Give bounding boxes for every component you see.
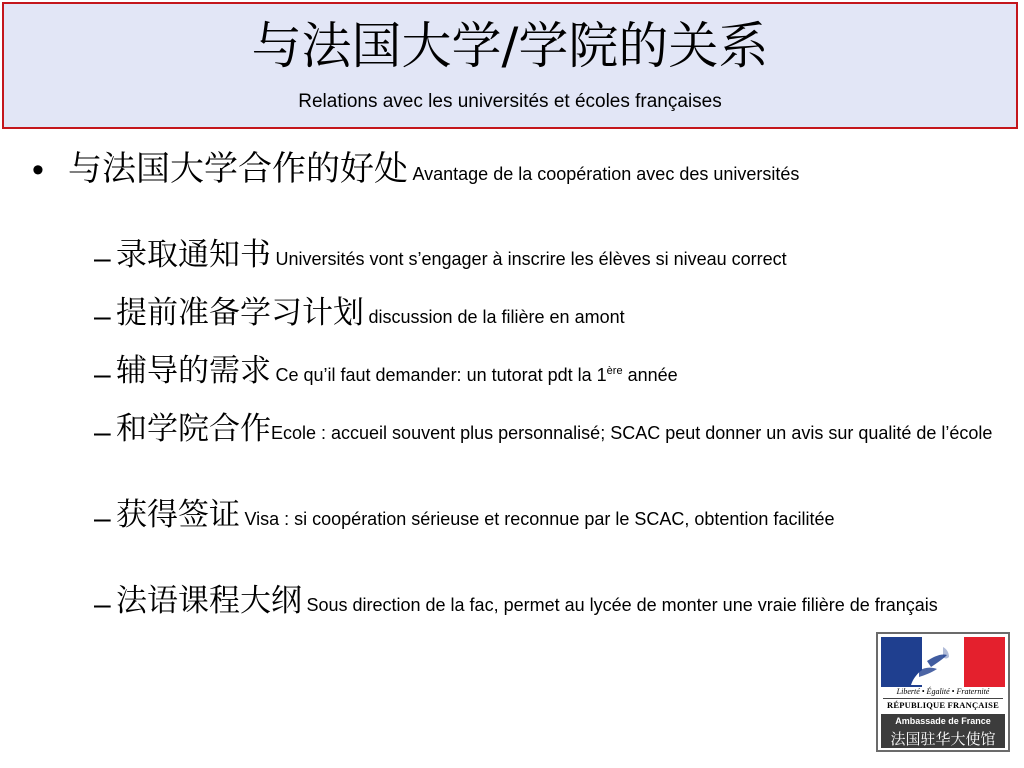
sub-bullet-tutoring (94, 353, 996, 392)
sub-bullet-chinese: 辅导的需求 (116, 353, 271, 389)
dash-marker: – (94, 502, 111, 535)
bullet-marker: • (32, 151, 44, 189)
bullet-main-french: Avantage de la coopération avec des universités (412, 164, 800, 184)
seal-motto: Liberté • Égalité • Fraternité (896, 687, 990, 696)
seal-republic: RÉPUBLIQUE FRANÇAISE (887, 700, 999, 710)
sub-bullet-chinese: 获得签证 (116, 497, 240, 533)
sub-bullet-chinese: 法语课程大纲 (116, 583, 302, 619)
sub-bullet-french: discussion de la filière en amont (368, 307, 625, 327)
seal-embassy-chinese: 法国驻华大使馆 (890, 730, 996, 748)
marianne-logo-icon (881, 637, 1005, 687)
embassy-seal (876, 632, 1010, 752)
seal-embassy: Ambassade de France (895, 716, 991, 726)
title-box (2, 2, 1018, 129)
sub-bullet-college (94, 411, 996, 450)
dash-marker: – (94, 242, 111, 275)
seal-divider (883, 698, 1003, 699)
slide-title-french: Relations avec les universités et écoles françaises (298, 91, 722, 112)
dash-marker: – (94, 300, 111, 333)
sub-bullet-syllabus (94, 583, 996, 622)
dash-marker: – (94, 358, 111, 391)
sub-bullet-visa (94, 497, 996, 536)
dash-marker: – (94, 416, 111, 449)
sub-bullet-french: Ce qu’il faut demander: un tutorat pdt la 1ère année (275, 365, 678, 385)
sub-bullet-chinese: 和学院合作 (116, 411, 271, 447)
dash-marker: – (94, 588, 111, 621)
sub-bullet-admission (94, 237, 996, 276)
sub-bullet-french: Ecole : accueil souvent plus personnalisé; SCAC peut donner un avis sur qualité de l’école (271, 423, 993, 443)
bullet-main-chinese: 与法国大学合作的好处 (68, 149, 408, 189)
seal-embassy-band (881, 714, 1005, 748)
sub-bullet-chinese: 录取通知书 (116, 237, 271, 273)
superscript-ere: ère (606, 365, 623, 377)
sub-bullet-chinese: 提前准备学习计划 (116, 295, 364, 331)
bullet-main (32, 149, 998, 193)
sub-bullet-french: Visa : si coopération sérieuse et reconnue par le SCAC, obtention facilitée (244, 509, 835, 529)
slide-title-chinese: 与法国大学/学院的关系 (251, 17, 769, 75)
sub-bullet-french: Universités vont s’engager à inscrire les élèves si niveau correct (275, 249, 787, 269)
sub-bullet-french: Sous direction de la fac, permet au lycée de monter une vraie filière de français (306, 595, 938, 615)
sub-bullet-study-plan (94, 295, 996, 334)
